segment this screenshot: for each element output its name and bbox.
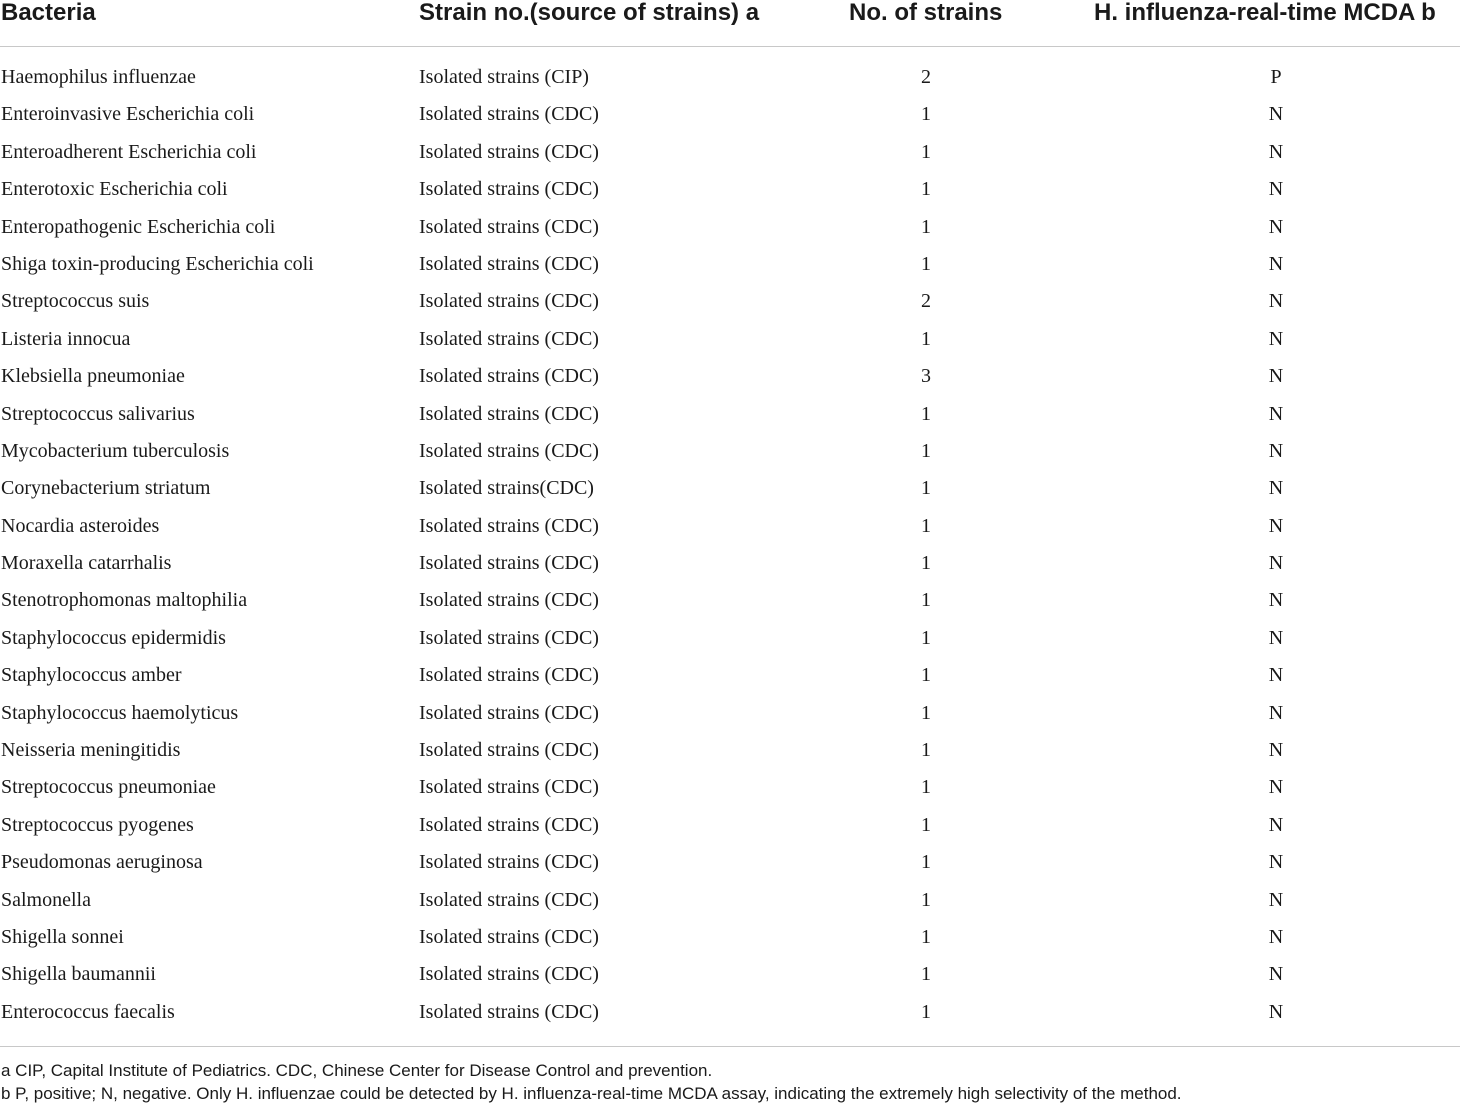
table-row — [0, 994, 1460, 1031]
cell-bacteria: Neisseria meningitidis — [1, 739, 181, 762]
cell-bacteria: Staphylococcus amber — [1, 664, 182, 687]
cell-mcda-result: N — [1268, 925, 1284, 948]
cell-mcda-result: N — [1268, 589, 1284, 612]
cell-bacteria: Enteroinvasive Escherichia coli — [1, 103, 255, 126]
cell-strain-count: 3 — [921, 365, 931, 388]
cell-strain-source: Isolated strains (CDC) — [419, 290, 599, 313]
cell-mcda-result: N — [1268, 813, 1284, 836]
cell-bacteria: Moraxella catarrhalis — [1, 552, 172, 575]
table-row — [0, 657, 1460, 694]
cell-mcda-result: N — [1268, 215, 1284, 238]
cell-mcda-result: N — [1268, 514, 1284, 537]
table-row — [0, 919, 1460, 956]
table-row — [0, 171, 1460, 208]
cell-strain-source: Isolated strains (CDC) — [419, 1000, 599, 1023]
cell-bacteria: Pseudomonas aeruginosa — [1, 851, 203, 874]
table-row — [0, 956, 1460, 993]
table-row — [0, 545, 1460, 582]
table-row — [0, 59, 1460, 96]
cell-strain-count: 2 — [921, 290, 931, 313]
cell-mcda-result: N — [1268, 252, 1284, 275]
table-row — [0, 844, 1460, 881]
table-row — [0, 882, 1460, 919]
table-row — [0, 732, 1460, 769]
table-row — [0, 769, 1460, 806]
cell-strain-count: 1 — [921, 701, 931, 724]
cell-mcda-result: N — [1268, 365, 1284, 388]
cell-strain-source: Isolated strains (CDC) — [419, 925, 599, 948]
cell-strain-count: 1 — [921, 776, 931, 799]
cell-mcda-result: N — [1268, 963, 1284, 986]
cell-strain-count: 1 — [921, 252, 931, 275]
cell-strain-source: Isolated strains (CDC) — [419, 215, 599, 238]
cell-strain-source: Isolated strains (CDC) — [419, 701, 599, 724]
cell-bacteria: Streptococcus pneumoniae — [1, 776, 216, 799]
header-bacteria: Bacteria — [1, 0, 96, 26]
cell-bacteria: Klebsiella pneumoniae — [1, 365, 185, 388]
cell-strain-source: Isolated strains (CDC) — [419, 851, 599, 874]
cell-bacteria: Mycobacterium tuberculosis — [1, 439, 230, 462]
cell-strain-count: 1 — [921, 925, 931, 948]
cell-strain-count: 1 — [921, 589, 931, 612]
cell-strain-source: Isolated strains (CDC) — [419, 252, 599, 275]
table-row — [0, 96, 1460, 133]
table-row — [0, 396, 1460, 433]
cell-strain-source: Isolated strains (CDC) — [419, 439, 599, 462]
table-row — [0, 582, 1460, 619]
cell-strain-source: Isolated strains (CDC) — [419, 552, 599, 575]
cell-strain-count: 1 — [921, 140, 931, 163]
cell-bacteria: Staphylococcus haemolyticus — [1, 701, 239, 724]
cell-mcda-result: P — [1270, 66, 1282, 88]
cell-bacteria: Nocardia asteroides — [1, 514, 160, 537]
cell-bacteria: Streptococcus pyogenes — [1, 813, 194, 836]
cell-mcda-result: N — [1268, 739, 1284, 762]
cell-bacteria: Enteropathogenic Escherichia coli — [1, 215, 276, 238]
table-row — [0, 134, 1460, 171]
cell-strain-count: 1 — [921, 477, 931, 500]
table-row — [0, 508, 1460, 545]
cell-strain-source: Isolated strains (CDC) — [419, 739, 599, 762]
cell-strain-count: 1 — [921, 1000, 931, 1023]
cell-strain-source: Isolated strains (CDC) — [419, 178, 599, 201]
cell-strain-count: 1 — [921, 626, 931, 649]
cell-bacteria: Enterococcus faecalis — [1, 1000, 175, 1023]
table-row — [0, 433, 1460, 470]
cell-mcda-result: N — [1268, 626, 1284, 649]
cell-strain-count: 1 — [921, 103, 931, 126]
cell-mcda-result: N — [1268, 439, 1284, 462]
cell-strain-count: 2 — [921, 66, 931, 88]
cell-strain-count: 1 — [921, 402, 931, 425]
footnote-b: b P, positive; N, negative. Only H. influenzae could be detected by H. influenza-real-time MCDA assay, indicating the extremely high selectivity of the method. — [1, 1084, 1182, 1103]
table-row — [0, 321, 1460, 358]
cell-bacteria: Salmonella — [1, 888, 91, 911]
cell-strain-count: 1 — [921, 552, 931, 575]
cell-strain-count: 1 — [921, 215, 931, 238]
cell-strain-source: Isolated strains (CIP) — [419, 66, 589, 88]
cell-strain-source: Isolated strains (CDC) — [419, 365, 599, 388]
cell-strain-count: 1 — [921, 514, 931, 537]
cell-mcda-result: N — [1268, 701, 1284, 724]
cell-strain-count: 1 — [921, 963, 931, 986]
cell-strain-count: 1 — [921, 888, 931, 911]
cell-mcda-result: N — [1268, 290, 1284, 313]
cell-mcda-result: N — [1268, 776, 1284, 799]
cell-bacteria: Shigella baumannii — [1, 963, 156, 986]
cell-mcda-result: N — [1268, 103, 1284, 126]
cell-mcda-result: N — [1268, 552, 1284, 575]
cell-mcda-result: N — [1268, 402, 1284, 425]
cell-mcda-result: N — [1268, 327, 1284, 350]
cell-strain-count: 1 — [921, 813, 931, 836]
cell-strain-count: 1 — [921, 178, 931, 201]
cell-strain-source: Isolated strains (CDC) — [419, 103, 599, 126]
table-row — [0, 209, 1460, 246]
cell-strain-source: Isolated strains (CDC) — [419, 888, 599, 911]
cell-strain-source: Isolated strains(CDC) — [419, 477, 594, 500]
cell-bacteria: Enterotoxic Escherichia coli — [1, 178, 228, 201]
cell-strain-source: Isolated strains (CDC) — [419, 813, 599, 836]
table-row — [0, 246, 1460, 283]
cell-strain-source: Isolated strains (CDC) — [419, 327, 599, 350]
header-strain-no: Strain no.(source of strains) a — [419, 0, 760, 26]
table-body — [0, 59, 1460, 1031]
cell-strain-source: Isolated strains (CDC) — [419, 776, 599, 799]
table-row — [0, 358, 1460, 395]
cell-strain-count: 1 — [921, 664, 931, 687]
cell-mcda-result: N — [1268, 477, 1284, 500]
cell-strain-source: Isolated strains (CDC) — [419, 664, 599, 687]
cell-strain-source: Isolated strains (CDC) — [419, 514, 599, 537]
footnote-a: a CIP, Capital Institute of Pediatrics. CDC, Chinese Center for Disease Control and prevention. — [1, 1061, 713, 1080]
table-header-row — [0, 0, 1460, 47]
cell-mcda-result: N — [1268, 178, 1284, 201]
cell-bacteria: Enteroadherent Escherichia coli — [1, 140, 257, 163]
cell-bacteria: Shigella sonnei — [1, 925, 124, 948]
table-row — [0, 620, 1460, 657]
cell-strain-count: 1 — [921, 851, 931, 874]
table-row — [0, 283, 1460, 320]
cell-strain-count: 1 — [921, 439, 931, 462]
cell-bacteria: Haemophilus influenzae — [1, 66, 196, 88]
cell-mcda-result: N — [1268, 140, 1284, 163]
cell-strain-source: Isolated strains (CDC) — [419, 589, 599, 612]
cell-bacteria: Streptococcus suis — [1, 290, 150, 313]
table-row — [0, 470, 1460, 507]
cell-strain-source: Isolated strains (CDC) — [419, 402, 599, 425]
table-row — [0, 807, 1460, 844]
cell-strain-source: Isolated strains (CDC) — [419, 963, 599, 986]
cell-bacteria: Staphylococcus epidermidis — [1, 626, 226, 649]
cell-mcda-result: N — [1268, 888, 1284, 911]
cell-bacteria: Stenotrophomonas maltophilia — [1, 589, 248, 612]
cell-strain-count: 1 — [921, 327, 931, 350]
cell-mcda-result: N — [1268, 664, 1284, 687]
header-no-of-strains: No. of strains — [849, 0, 1003, 26]
cell-strain-source: Isolated strains (CDC) — [419, 626, 599, 649]
cell-strain-count: 1 — [921, 739, 931, 762]
table-row — [0, 695, 1460, 732]
cell-bacteria: Listeria innocua — [1, 327, 131, 350]
cell-strain-source: Isolated strains (CDC) — [419, 140, 599, 163]
footnote-divider — [0, 1046, 1460, 1047]
cell-bacteria: Shiga toxin-producing Escherichia coli — [1, 252, 314, 275]
cell-bacteria: Corynebacterium striatum — [1, 477, 211, 500]
cell-mcda-result: N — [1268, 851, 1284, 874]
cell-mcda-result: N — [1268, 1000, 1284, 1023]
header-mcda-result: H. influenza-real-time MCDA b — [1094, 0, 1436, 26]
cell-bacteria: Streptococcus salivarius — [1, 402, 195, 425]
